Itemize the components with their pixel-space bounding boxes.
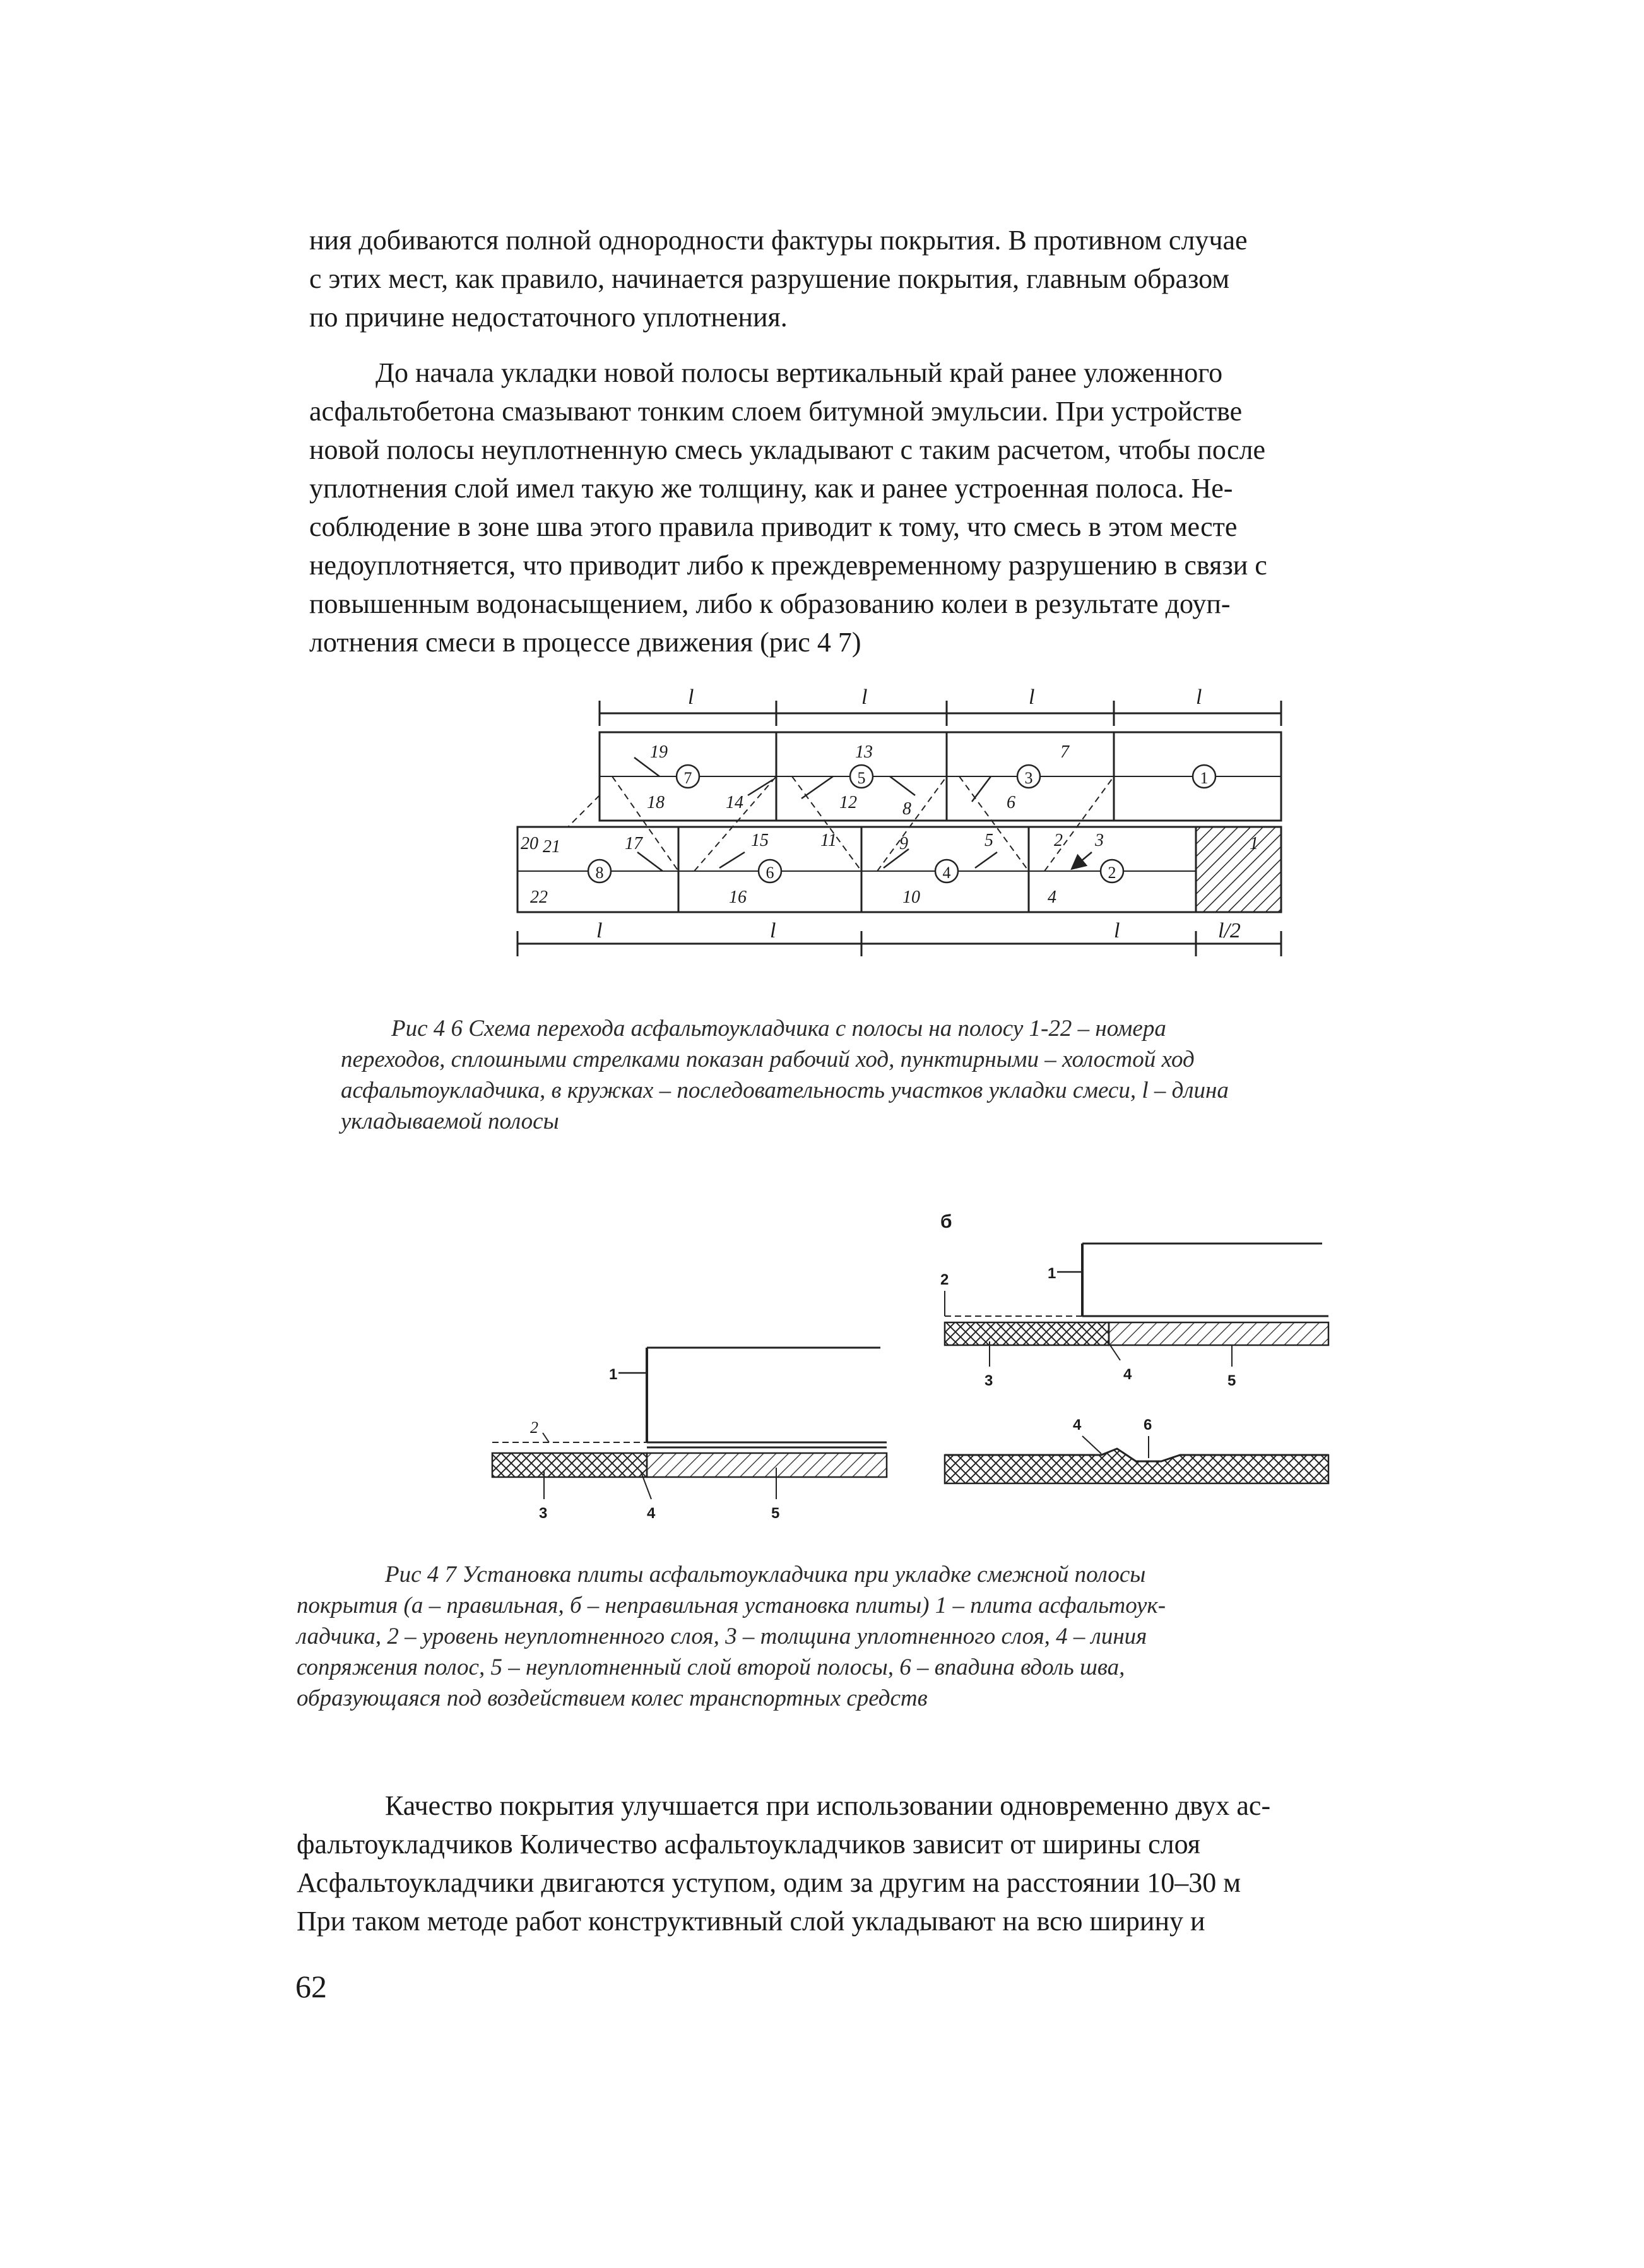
figure-4-6-caption [341,1013,1229,1137]
text-line: недоуплотняется, что приводит либо к преждевременному разрушению в связи с [309,550,1267,581]
callout-2: 2 [530,1418,538,1437]
callout-5: 5 [771,1505,780,1522]
dim-label: l [1114,919,1120,942]
transition-number: 3 [1095,831,1104,850]
callout-4: 4 [1073,1416,1082,1434]
caption-line: Рис 4 6 Схема перехода асфальтоукладчика с полосы на полосу 1-22 – номера [391,1016,1166,1042]
callout-3: 3 [539,1505,548,1522]
text-line: повышенным водонасыщением, либо к образованию колеи в результате доуп- [309,588,1231,619]
callout-1: 1 [609,1366,618,1383]
text-line: ния добиваются полной однородности фактуры покрытия. В противном случае [309,225,1248,256]
callout-1: 1 [1048,1265,1056,1282]
dim-label: l/2 [1218,919,1241,942]
transition-number: 21 [543,837,560,857]
text-line: До начала укладки новой полосы вертикальный край ранее уложенного [376,357,1223,388]
body-paragraph [297,1786,1489,1940]
dim-label: l [1029,686,1035,709]
dim-label: l [688,686,694,709]
transition-number: 13 [855,742,873,762]
transition-number: 7 [1060,742,1069,762]
callout-4: 4 [1123,1366,1132,1383]
hatched-block [1196,827,1281,912]
text-line: новой полосы неуплотненную смесь укладывают с таким расчетом, чтобы после [309,434,1265,465]
transition-number: 2 [1054,831,1063,850]
transition-number: 8 [902,799,911,819]
intro-paragraph [309,221,1489,336]
dim-label: l [770,919,776,942]
variant-a [492,1348,887,1522]
transition-number: 4 [1048,888,1056,907]
circled-number: 3 [1024,769,1033,787]
circled-number: 5 [857,769,866,787]
callout-2: 2 [940,1271,949,1288]
circled-number: 1 [1200,769,1209,787]
dim-label: l [1196,686,1202,709]
transition-number: 9 [899,834,908,853]
page-number: 62 [295,1969,327,2004]
transition-number: 6 [1007,793,1015,812]
text-line: фальтоукладчиков Количество асфальтоукладчиков зависит от ширины слоя [297,1829,1200,1860]
callout-5: 5 [1227,1372,1236,1389]
transition-number: 14 [726,793,743,812]
callout-4: 4 [647,1505,656,1522]
transition-numbers [521,742,1258,907]
transition-number: 20 [521,834,538,853]
text-line: Асфальтоукладчики двигаются уступом, одим за другим на расстоянии 10–30 м [297,1867,1241,1898]
callout-3: 3 [985,1372,993,1389]
transition-number: 18 [647,793,665,812]
transition-number: 22 [530,888,548,907]
figure-4-6-diagram [505,685,1287,963]
transition-number: 1 [1250,834,1258,853]
caption-line: переходов, сплошными стрелками показан рабочий ход, пунктирными – холостой ход [341,1047,1195,1072]
caption-line: сопряжения полос, 5 – неуплотненный слой второй полосы, 6 – впадина вдоль шва, [297,1654,1125,1680]
transition-number: 10 [902,888,920,907]
text-line: Качество покрытия улучшается при использовании одновременно двух ас- [385,1790,1271,1821]
variant-b [940,1211,1328,1483]
text-line: с этих мест, как правило, начинается разрушение покрытия, главным образом [309,263,1230,294]
transition-number: 17 [625,834,642,853]
body-paragraph [309,353,1489,662]
transition-number: 16 [729,888,747,907]
text-line: по причине недостаточного уплотнения. [309,302,788,333]
caption-line: покрытия (а – правильная, б – неправильная установка плиты) 1 – плита асфальтоук- [297,1593,1166,1618]
caption-line: асфальтоукладчика, в кружках – последовательность участков укладки смеси, l – длина [341,1078,1229,1103]
figure-4-7-diagram [486,1206,1344,1534]
transition-number: 19 [650,742,668,762]
caption-line: укладываемой полосы [341,1108,559,1134]
caption-line: ладчика, 2 – уровень неуплотненного слоя, 3 – толщина уплотненного слоя, 4 – линия [297,1624,1147,1649]
figure-4-7-caption [297,1559,1166,1714]
sequence-circles [588,765,1215,882]
transition-number: 12 [839,793,857,812]
circled-number: 6 [766,864,774,882]
text-line: При таком методе работ конструктивный слой укладывают на всю ширину и [297,1906,1205,1937]
circled-number: 7 [683,769,692,787]
text-line: лотнения смеси в процессе движения (рис 4 7) [309,627,861,658]
dim-label: l [861,686,868,709]
circled-number: 4 [942,864,951,882]
transition-number: 5 [985,831,993,850]
caption-line: образующаяся под воздействием колес транспортных средств [297,1685,928,1711]
transition-number: 11 [820,831,837,850]
variant-b-label: б [940,1211,952,1232]
text-line: асфальтобетона смазывают тонким слоем битумной эмульсии. При устройстве [309,396,1243,427]
callout-6: 6 [1144,1416,1152,1434]
caption-line: Рис 4 7 Установка плиты асфальтоукладчика при укладке смежной полосы [385,1562,1146,1588]
dim-label: l [596,919,603,942]
transition-number: 15 [751,831,769,850]
circled-number: 8 [595,864,604,882]
text-line: соблюдение в зоне шва этого правила приводит к тому, что смесь в этом месте [309,511,1238,542]
text-line: уплотнения слой имел такую же толщину, как и ранее устроенная полоса. Не- [309,473,1233,504]
circled-number: 2 [1108,864,1116,882]
